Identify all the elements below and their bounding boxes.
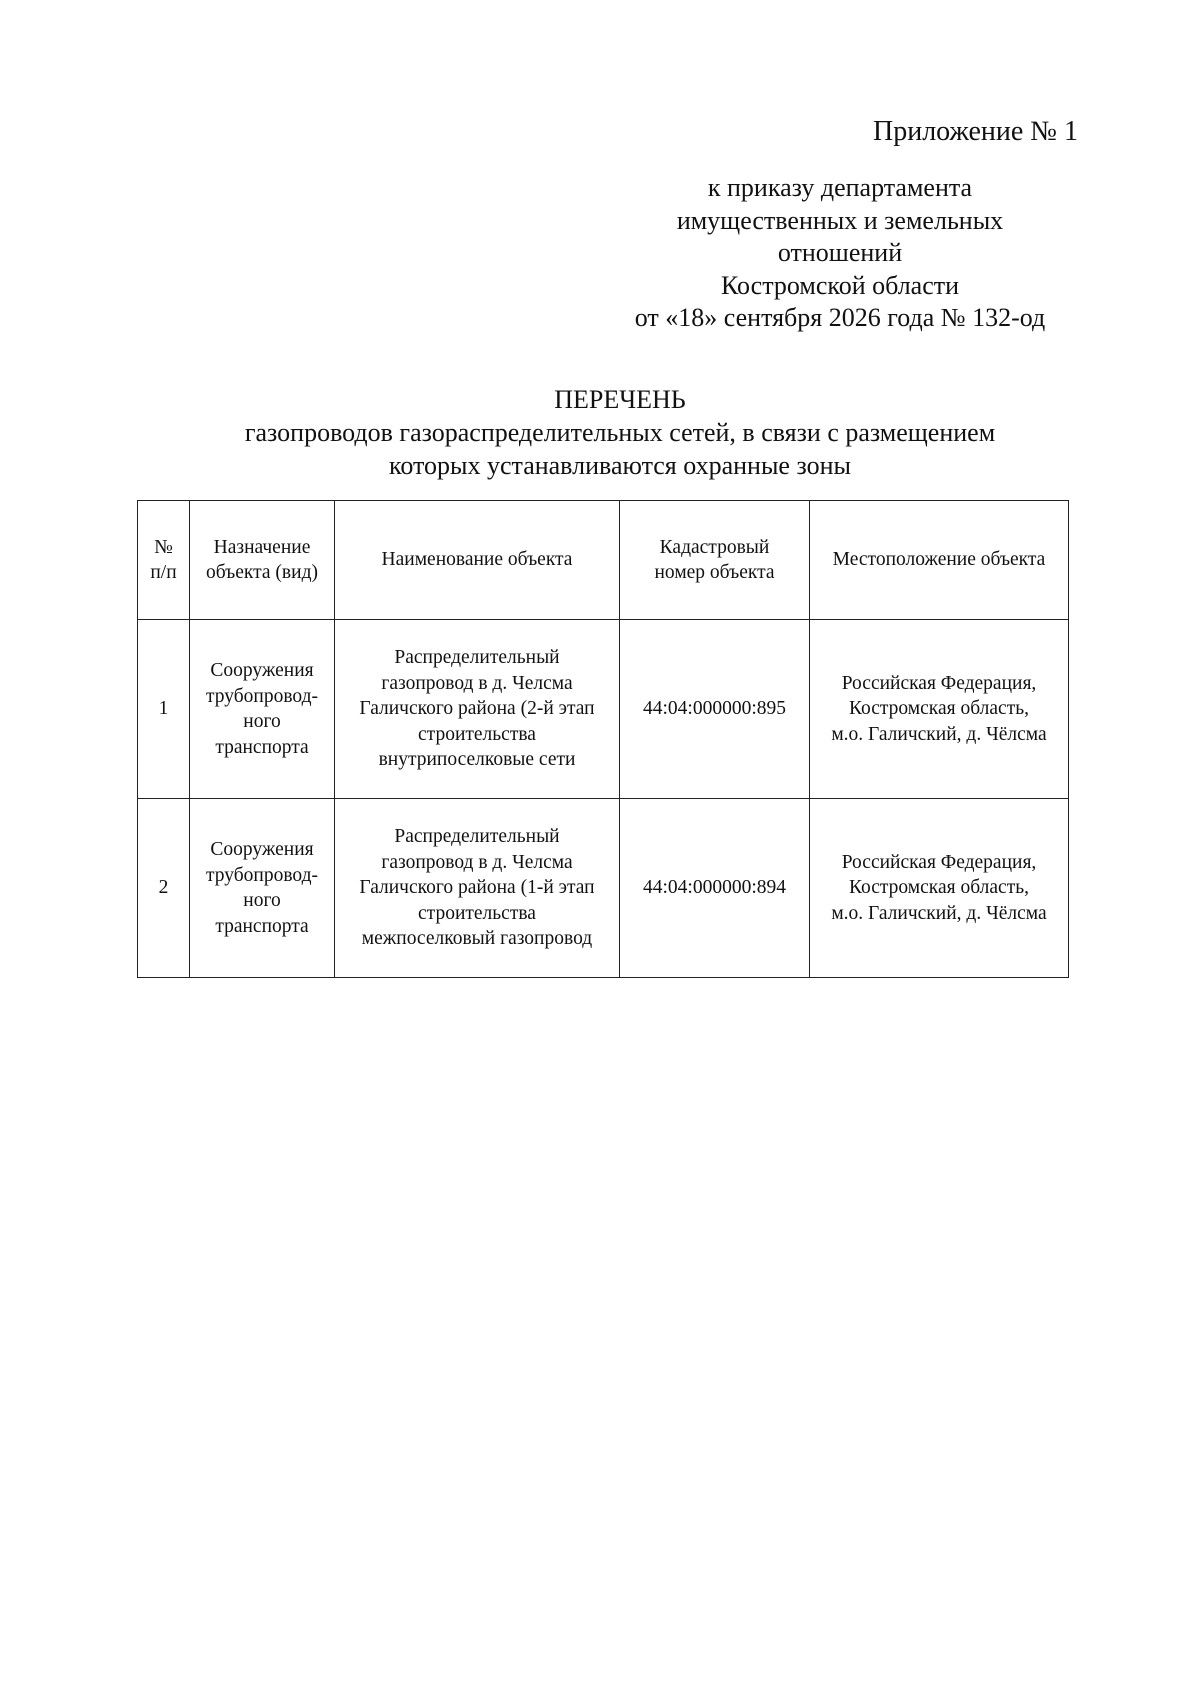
- column-header-name: Наименование объекта: [335, 501, 620, 620]
- cell-location: Российская Федерация, Костромская область, м.о. Галичский, д. Чёлсма: [810, 799, 1069, 978]
- list-heading: [0, 383, 1200, 482]
- order-line: к приказу департамента: [707, 173, 973, 202]
- column-header-location: Местоположение объекта: [810, 501, 1069, 620]
- column-header-number: № п/п: [138, 501, 190, 620]
- cell-cadastral: 44:04:000000:895: [620, 620, 810, 799]
- list-title: ПЕРЕЧЕНЬ: [554, 385, 686, 414]
- cell-purpose: Сооружения трубопровод- ного транспорта: [190, 620, 335, 799]
- order-line: от «18» сентября 2026 года № 132-од: [634, 303, 1046, 332]
- cell-number: 2: [138, 799, 190, 978]
- cell-cadastral: 44:04:000000:894: [620, 799, 810, 978]
- objects-table: [137, 500, 1069, 978]
- appendix-title: Приложение № 1: [873, 116, 1078, 147]
- column-header-cadastral: Кадастровый номер объекта: [620, 501, 810, 620]
- list-subtitle-line: газопроводов газораспределительных сетей, в связи с размещением: [244, 418, 996, 447]
- cell-purpose: Сооружения трубопровод- ного транспорта: [190, 799, 335, 978]
- cell-number: 1: [138, 620, 190, 799]
- table-row: [138, 620, 1069, 799]
- cell-location: Российская Федерация, Костромская область, м.о. Галичский, д. Чёлсма: [810, 620, 1069, 799]
- column-header-purpose: Назначение объекта (вид): [190, 501, 335, 620]
- table-row: [138, 799, 1069, 978]
- order-line: отношений: [777, 238, 903, 267]
- cell-name: Распределительный газопровод в д. Челсма Галичского района (1-й этап строительства межпоселковый газопровод: [335, 799, 620, 978]
- table-header-row: [138, 501, 1069, 620]
- list-subtitle-line: которых устанавливаются охранные зоны: [389, 451, 851, 480]
- cell-name: Распределительный газопровод в д. Челсма Галичского района (2-й этап строительства внутрипоселковые сети: [335, 620, 620, 799]
- order-line: имущественных и земельных: [676, 205, 1004, 235]
- order-reference: [600, 172, 1080, 335]
- order-line: Костромской области: [720, 270, 960, 300]
